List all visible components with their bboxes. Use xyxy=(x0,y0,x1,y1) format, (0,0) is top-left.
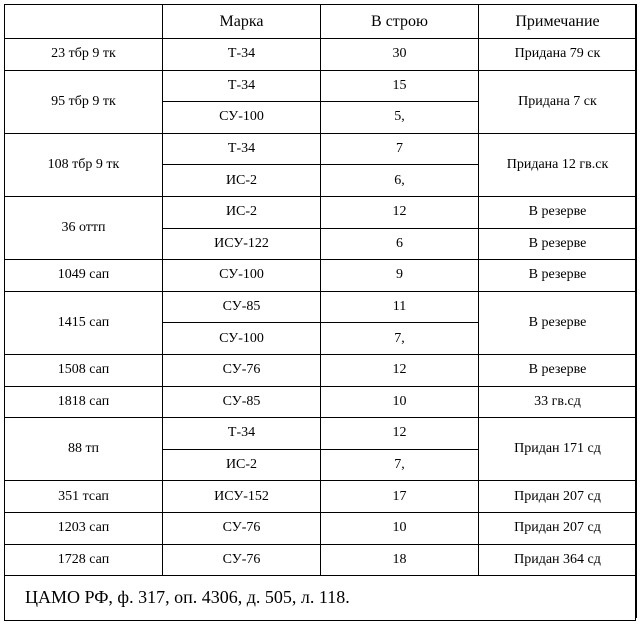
count-cell: 10 xyxy=(321,512,479,544)
count-cell: 15 xyxy=(321,70,479,102)
model-cell: СУ-100 xyxy=(163,102,321,134)
count-cell: 17 xyxy=(321,481,479,513)
unit-cell: 88 тп xyxy=(5,418,163,481)
header-in-service: В строю xyxy=(321,5,479,39)
count-cell: 18 xyxy=(321,544,479,576)
model-cell: СУ-85 xyxy=(163,291,321,323)
count-cell: 12 xyxy=(321,196,479,228)
unit-cell: 1203 сап xyxy=(5,512,163,544)
note-cell: Придан 364 сд xyxy=(479,544,637,576)
count-cell: 11 xyxy=(321,291,479,323)
count-cell: 10 xyxy=(321,386,479,418)
note-cell: В резерве xyxy=(479,354,637,386)
note-cell: Придана 12 гв.ск xyxy=(479,133,637,196)
model-cell: СУ-76 xyxy=(163,544,321,576)
model-cell: ИС-2 xyxy=(163,196,321,228)
unit-cell: 1818 сап xyxy=(5,386,163,418)
unit-cell: 351 тсап xyxy=(5,481,163,513)
unit-cell: 23 тбр 9 тк xyxy=(5,39,163,71)
count-cell: 30 xyxy=(321,39,479,71)
count-cell: 7, xyxy=(321,449,479,481)
model-cell: СУ-100 xyxy=(163,323,321,355)
model-cell: Т-34 xyxy=(163,70,321,102)
unit-cell: 1415 сап xyxy=(5,291,163,354)
model-cell: СУ-100 xyxy=(163,260,321,292)
unit-cell: 1508 сап xyxy=(5,354,163,386)
header-note: Примечание xyxy=(479,5,637,39)
note-cell: Придана 79 ск xyxy=(479,39,637,71)
model-cell: Т-34 xyxy=(163,133,321,165)
count-cell: 12 xyxy=(321,418,479,450)
model-cell: СУ-76 xyxy=(163,354,321,386)
count-cell: 6, xyxy=(321,165,479,197)
note-cell: В резерве xyxy=(479,260,637,292)
model-cell: СУ-76 xyxy=(163,512,321,544)
count-cell: 12 xyxy=(321,354,479,386)
model-cell: ИСУ-122 xyxy=(163,228,321,260)
model-cell: Т-34 xyxy=(163,39,321,71)
model-cell: ИС-2 xyxy=(163,449,321,481)
header-model: Марка xyxy=(163,5,321,39)
unit-cell: 108 тбр 9 тк xyxy=(5,133,163,196)
note-cell: В резерве xyxy=(479,228,637,260)
unit-cell: 1049 сап xyxy=(5,260,163,292)
count-cell: 6 xyxy=(321,228,479,260)
count-cell: 7, xyxy=(321,323,479,355)
count-cell: 7 xyxy=(321,133,479,165)
unit-cell: 95 тбр 9 тк xyxy=(5,70,163,133)
note-cell: Придан 207 сд xyxy=(479,481,637,513)
note-cell: Придан 207 сд xyxy=(479,512,637,544)
count-cell: 9 xyxy=(321,260,479,292)
model-cell: ИСУ-152 xyxy=(163,481,321,513)
model-cell: Т-34 xyxy=(163,418,321,450)
note-cell: Придана 7 ск xyxy=(479,70,637,133)
model-cell: ИС-2 xyxy=(163,165,321,197)
unit-cell: 1728 сап xyxy=(5,544,163,576)
note-cell: Придан 171 сд xyxy=(479,418,637,481)
unit-cell: 36 оттп xyxy=(5,196,163,259)
note-cell: 33 гв.сд xyxy=(479,386,637,418)
note-cell: В резерве xyxy=(479,291,637,354)
table-frame xyxy=(4,4,636,621)
note-cell: В резерве xyxy=(479,196,637,228)
count-cell: 5, xyxy=(321,102,479,134)
model-cell: СУ-85 xyxy=(163,386,321,418)
source-citation: ЦАМО РФ, ф. 317, оп. 4306, д. 505, л. 118. xyxy=(5,576,637,619)
